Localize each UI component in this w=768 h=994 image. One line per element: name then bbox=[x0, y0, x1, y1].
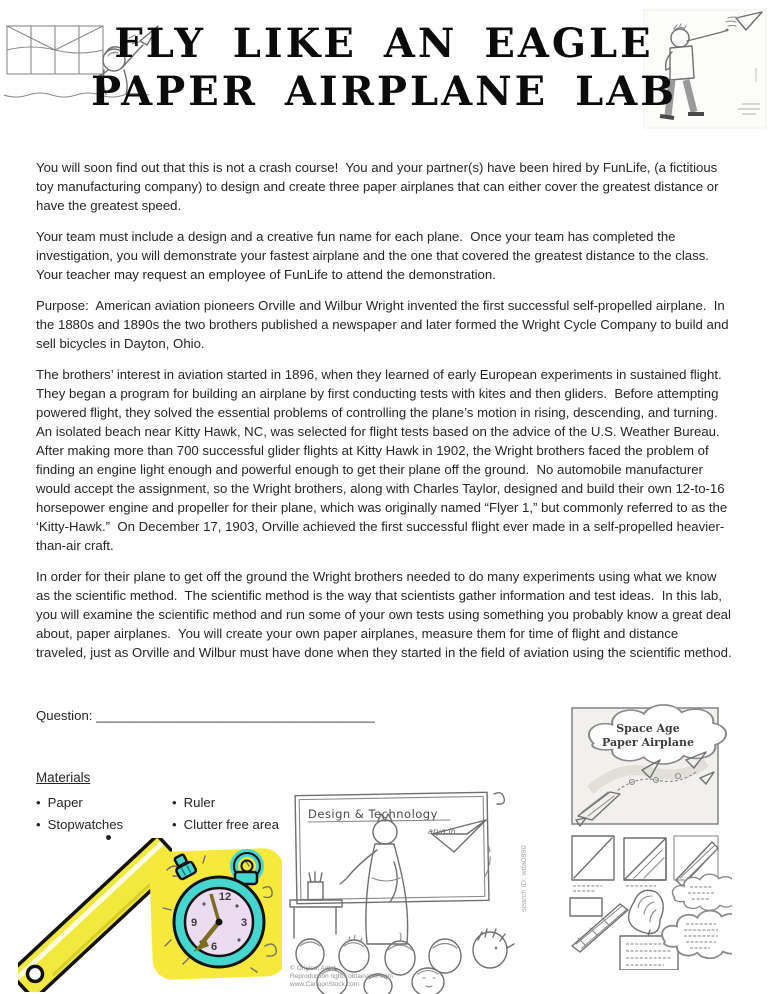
space-age-paper-airplane-instructions bbox=[560, 694, 732, 970]
materials-heading: Materials bbox=[36, 770, 91, 785]
copyright-line-1: © Original Artist bbox=[290, 965, 336, 972]
bullet-icon: • bbox=[172, 817, 177, 832]
list-item bbox=[36, 792, 123, 814]
clock-number-3: 3 bbox=[240, 917, 248, 929]
materials-column-1 bbox=[36, 792, 123, 836]
page-title bbox=[84, 20, 684, 116]
paragraph-team: Your team must include a design and a creative fun name for each plane. Once your team has completed the investigation, you will demonstrate your fastest airplane and the one that covered the greatest distance to the class. Your teacher may request an employee of FunLife to attend the demonstration. bbox=[36, 229, 717, 282]
material-clutter-free-area: Clutter free area bbox=[183, 817, 279, 832]
board-title: Design & Technology bbox=[308, 807, 438, 821]
panel-title-line-1: Space Age bbox=[616, 722, 680, 735]
clock-number-12: 12 bbox=[218, 891, 232, 903]
question-label: Question: bbox=[36, 708, 93, 723]
paragraph-scientific-method: In order for their plane to get off the ground the Wright brothers needed to do many experiments using what we know as the scientific method. The scientific method is the way that scientists gather information and test ideas. In this lab, you will examine the scientific method and run some of your own tests using something you probably know a great deal about, paper airplanes. You will create your own paper airplanes, measure them for time of flight and distance traveled, just as Orville and Wilbur must have done when they started in the field of aviation using the scientific method. bbox=[36, 569, 735, 660]
material-paper: Paper bbox=[47, 795, 83, 810]
panel-title-line-2: Paper Airplane bbox=[602, 736, 694, 749]
board-signature: arya.in bbox=[428, 827, 456, 836]
bullet-icon: • bbox=[172, 795, 177, 810]
clock-number-9: 9 bbox=[190, 917, 198, 929]
paragraph-intro: You will soon find out that this is not a crash course! You and your partner(s) have been hired by FunLife, (a fictitious toy manufacturing company) to design and create three paper airplanes that can either cover the greatest distance or have the greatest speed. bbox=[36, 160, 723, 213]
stopwatch-clipart bbox=[147, 844, 295, 984]
clock-number-6: 6 bbox=[210, 941, 218, 953]
copyright-line-3: www.CartoonStock.com bbox=[290, 981, 359, 988]
material-ruler: Ruler bbox=[183, 795, 216, 810]
materials-column-2 bbox=[172, 792, 279, 836]
title-line-2: PAPER AIRPLANE LAB bbox=[90, 68, 678, 115]
list-item bbox=[172, 792, 279, 814]
search-id-label: search ID: wda0890 bbox=[519, 845, 528, 912]
list-item bbox=[172, 814, 279, 836]
copyright-line-2: Reproduction rights obtainable from bbox=[290, 973, 393, 980]
paragraph-purpose: Purpose: American aviation pioneers Orville and Wilbur Wright invented the first successful self-propelled airplane. In the 1880s and 1890s the two brothers published a newspaper and later formed the Wright Cycle Company to build and sell bicycles in Dayton, Ohio. bbox=[36, 298, 733, 351]
body-text bbox=[36, 158, 735, 674]
bullet-icon: • bbox=[36, 817, 41, 832]
paragraph-history: The brothers’ interest in aviation started in 1896, when they learned of early European experiments in sustained flight. They began a program for building an airplane by first conducting tests with kites and then gliders. Before attempting powered flight, they solved the essential problems of controlling the plane’s motion in rising, descending, and turning. An isolated beach near Kitty Hawk, NC, was selected for flight tests based on the advice of the U.S. Weather Bureau. After making more than 700 successful glider flights at Kitty Hawk in 1902, the Wright brothers faced the problem of finding an engine light enough and powerful enough to get their plane off the ground. No automobile manufacturer would accept the assignment, so the Wright brothers, along with Charles Taylor, designed and build their own 12-to-16 horsepower engine and propeller for their plane, which was originally named “Flyer 1,” but commonly referred to as the ‘Kitty-Hawk.” On December 17, 1903, Orville achieved the first successful flight ever made in a self-propelled heavier-than-air craft. bbox=[36, 367, 731, 553]
question-blank[interactable]: ______________________________________ bbox=[96, 708, 375, 723]
question-line bbox=[36, 708, 375, 723]
classroom-cartoon bbox=[282, 782, 536, 994]
material-stopwatches: Stopwatches bbox=[47, 817, 124, 832]
bullet-icon: • bbox=[36, 795, 41, 810]
list-item bbox=[36, 814, 123, 836]
title-line-1: FLY LIKE AN EAGLE bbox=[114, 20, 654, 67]
